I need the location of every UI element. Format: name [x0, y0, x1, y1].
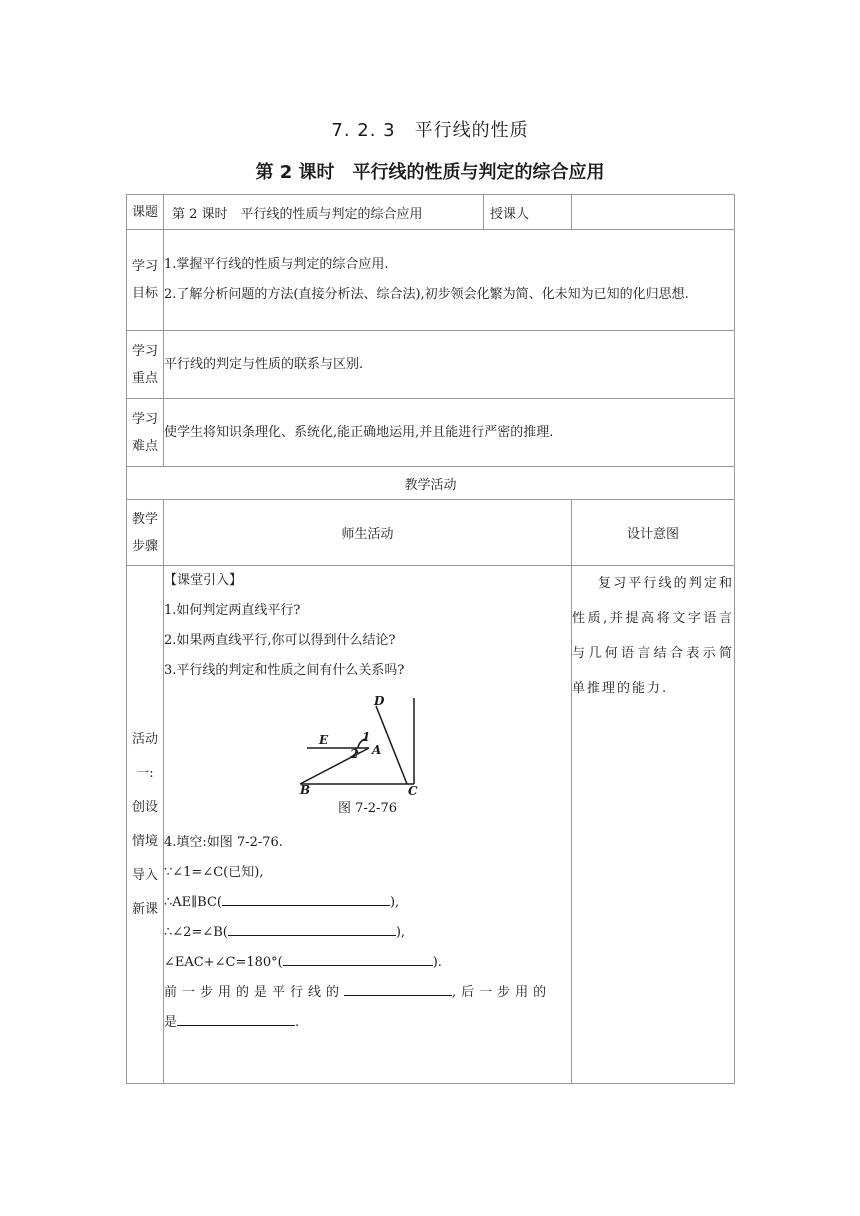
key-content: 平行线的判定与性质的联系与区别. [164, 331, 735, 399]
reasoning-line-2: ∴AE∥BC( ), [164, 888, 571, 918]
geometry-figure [164, 696, 559, 796]
topic-label: 课题 [127, 195, 164, 230]
fill-blank[interactable] [228, 921, 396, 936]
label-angle-1: 1 [362, 730, 371, 744]
label-d: D [374, 696, 385, 708]
question-4: 4.填空:如图 7-2-76. [164, 835, 283, 850]
question-2: 2.如果两直线平行,你可以得到什么结论? [164, 633, 396, 648]
steps-header-row [127, 500, 735, 566]
goals-label: 学习 目标 [127, 230, 164, 331]
activity-row [127, 566, 735, 1084]
reasoning-line-1: ∵∠1=∠C(已知), [164, 865, 264, 880]
design-header: 设计意图 [572, 500, 735, 566]
teacher-value [572, 195, 735, 230]
fill-blank[interactable] [177, 1011, 295, 1026]
teacher-student-header: 师生活动 [164, 500, 572, 566]
fill-blank[interactable] [222, 891, 390, 906]
goal-item: 1.掌握平行线的性质与判定的综合应用. [164, 257, 389, 272]
fill-blank[interactable] [344, 981, 452, 996]
label-angle-2: 2 [350, 747, 359, 761]
page-subtitle: 第 2 课时 平行线的性质与判定的综合应用 [255, 162, 605, 183]
difficulty-label: 学习 难点 [127, 399, 164, 467]
line-ba [300, 748, 369, 784]
teacher-label: 授课人 [484, 195, 572, 230]
reasoning-line-4: ∠EAC+∠C=180°( ). [164, 948, 571, 978]
reasoning-line-6: 是 . [164, 1008, 571, 1038]
label-b: B [300, 783, 311, 796]
key-row [127, 331, 735, 399]
goal-item: 2.了解分析问题的方法(直接分析法、综合法),初步领会化繁为简、化未知为已知的化归思想. [164, 287, 689, 302]
activities-header: 教学活动 [127, 467, 735, 500]
reasoning-line-5: 前一步用的是平行线的 ,后一步用的 [164, 978, 571, 1008]
question-1: 1.如何判定两直线平行? [164, 603, 301, 618]
activities-header-row [127, 467, 735, 500]
difficulty-row [127, 399, 735, 467]
topic-row [127, 195, 735, 230]
label-a: A [372, 743, 382, 757]
section-heading: 【课堂引入】 [164, 573, 243, 588]
page-title: 7. 2. 3 平行线的性质 [331, 120, 529, 141]
activity-label: 活动 一: 创设 情境 导入 新课 [127, 566, 164, 1084]
activity-content [164, 566, 572, 1084]
lesson-plan-table [126, 194, 735, 1084]
goals-row [127, 230, 735, 331]
figure-caption: 图 7-2-76 [337, 801, 397, 816]
design-intent: 复习平行线的判定和性质,并提高将文字语言与几何语言结合表示简单推理的能力. [572, 566, 735, 1084]
goals-content [164, 230, 735, 331]
topic-value: 第 2 课时 平行线的性质与判定的综合应用 [164, 195, 484, 230]
difficulty-content: 使学生将知识条理化、系统化,能正确地运用,并且能进行严密的推理. [164, 399, 735, 467]
label-c: C [408, 784, 418, 796]
reasoning-line-3: ∴∠2=∠B( ), [164, 918, 571, 948]
steps-label: 教学 步骤 [127, 500, 164, 566]
label-e: E [319, 733, 329, 747]
key-label: 学习 重点 [127, 331, 164, 399]
fill-blank[interactable] [283, 951, 433, 966]
question-3: 3.平行线的判定和性质之间有什么关系吗? [164, 663, 405, 678]
